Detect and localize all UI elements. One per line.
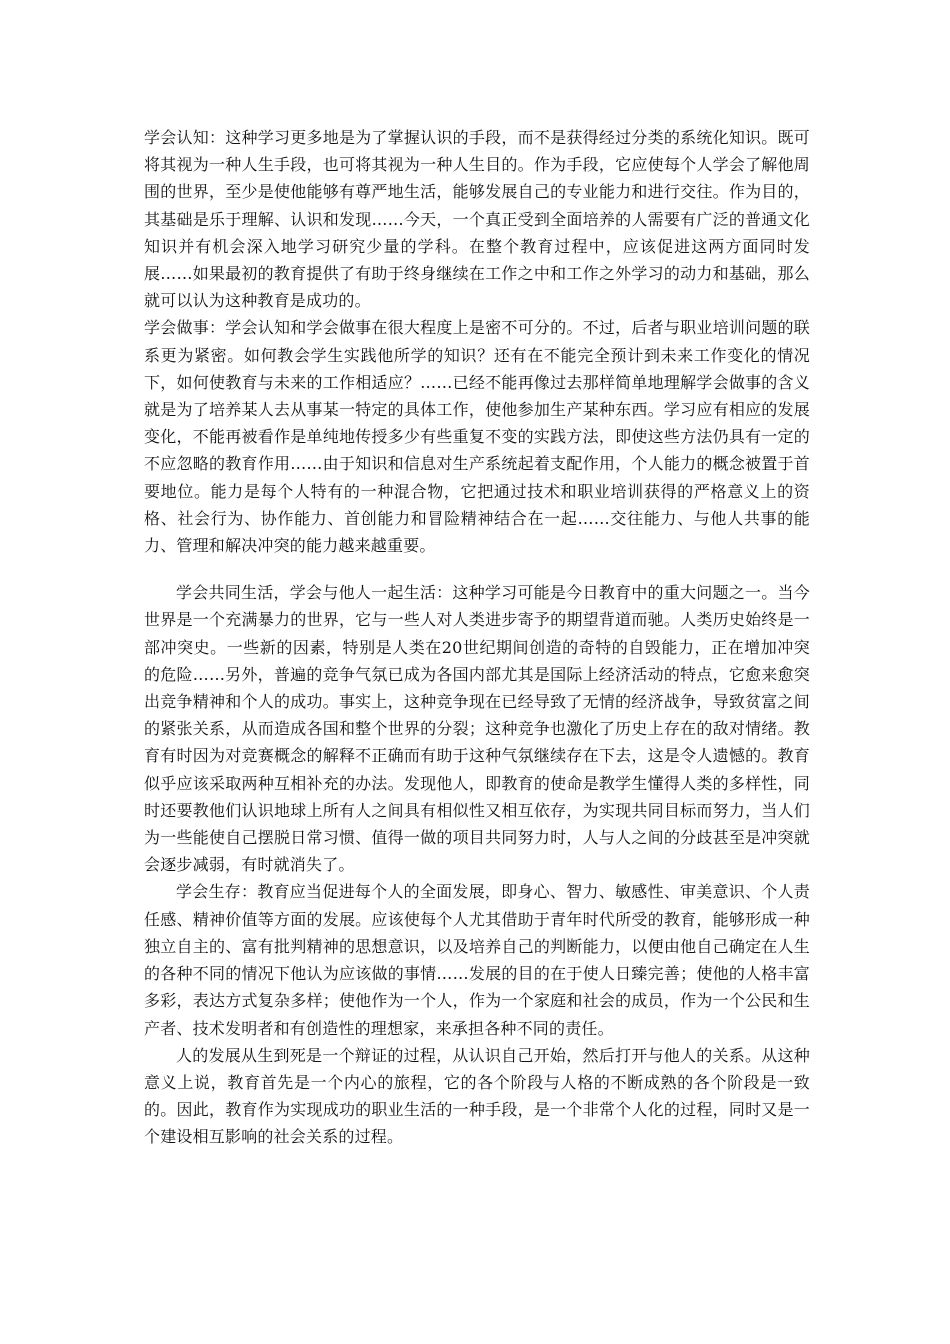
paragraph-spacer [144, 559, 810, 579]
paragraph-learning-to-do: 学会做事：学会认知和学会做事在很大程度上是密不可分的。不过，后者与职业培训问题的联系更为紧密。如何教会学生实践他所学的知识？还有在不能完全预计到未来工作变化的情况下，如何使教育与未来的工作相适应？……已经不能再像过去那样简单地理解学会做事的含义就是为了培养某人去从事某一特定的具体工作，使他参加生产某种东西。学习应有相应的发展变化，不能再被看作是单纯地传授多少有些重复不变的实践方法，即使这些方法仍具有一定的不应忽略的教育作用……由于知识和信息对生产系统起着支配作用，个人能力的概念被置于首要地位。能力是每个人特有的一种混合物，它把通过技术和职业培训获得的严格意义上的资格、社会行为、协作能力、首创能力和冒险精神结合在一起……交往能力、与他人共事的能力、管理和解决冲突的能力越来越重要。 [144, 318, 810, 556]
paragraph-learning-to-live-together: 学会共同生活，学会与他人一起生活：这种学习可能是今日教育中的重大问题之一。当今世界是一个充满暴力的世界，它与一些人对人类进步寄予的期望背道而驰。人类历史始终是一部冲突史。一些新的因素，特别是人类在20世纪期间创造的奇特的自毁能力，正在增加冲突的危险……另外，普遍的竞争气氛已成为各国内部尤其是国际上经济活动的特点，它愈来愈突出竞争精神和个人的成功。事实上，这种竞争现在已经导致了无情的经济战争，导致贫富之间的紧张关系，从而造成各国和整个世界的分裂；这种竞争也激化了历史上存在的敌对情绪。教育有时因为对竞赛概念的解释不正确而有助于这种气氛继续存在下去，这是令人遗憾的。教育似乎应该采取两种互相补充的办法。发现他人，即教育的使命是教学生懂得人类的多样性，同时还要教他们认识地球上所有人之间具有相似性又相互依存，为实现共同目标而努力，当人们为一些能使自己摆脱日常习惯、值得一做的项目共同努力时，人与人之间的分歧甚至是冲突就会逐步减弱，有时就消失了。 [144, 583, 810, 875]
paragraph-learning-to-know: 学会认知：这种学习更多地是为了掌握认识的手段，而不是获得经过分类的系统化知识。既可将其视为一种人生手段，也可将其视为一种人生目的。作为手段，它应使每个人学会了解他周围的世界，至少是使他能够有尊严地生活，能够发展自己的专业能力和进行交往。作为目的，其基础是乐于理解、认识和发现……今天，一个真正受到全面培养的人需要有广泛的普通文化知识并有机会深入地学习研究少量的学科。在整个教育过程中，应该促进这两方面同时发展……如果最初的教育提供了有助于终身继续在工作之中和工作之外学习的动力和基础，那么就可以认为这种教育是成功的。 [144, 128, 810, 311]
document-body [144, 124, 810, 1151]
paragraph-learning-to-be: 学会生存：教育应当促进每个人的全面发展，即身心、智力、敏感性、审美意识、个人责任感、精神价值等方面的发展。应该使每个人尤其借助于青年时代所受的教育，能够形成一种独立自主的、富有批判精神的思想意识，以及培养自己的判断能力，以便由他自己确定在人生的各种不同的情况下他认为应该做的事情……发展的目的在于使人日臻完善；使他的人格丰富多彩，表达方式复杂多样；使他作为一个人，作为一个家庭和社会的成员，作为一个公民和生产者、技术发明者和有创造性的理想家，来承担各种不同的责任。 [144, 882, 810, 1038]
paragraph-human-development: 人的发展从生到死是一个辩证的过程，从认识自己开始，然后打开与他人的关系。从这种意义上说，教育首先是一个内心的旅程，它的各个阶段与人格的不断成熟的各个阶段是一致的。因此，教育作为实现成功的职业生活的一种手段，是一个非常个人化的过程，同时又是一个建设相互影响的社会关系的过程。 [144, 1045, 810, 1147]
